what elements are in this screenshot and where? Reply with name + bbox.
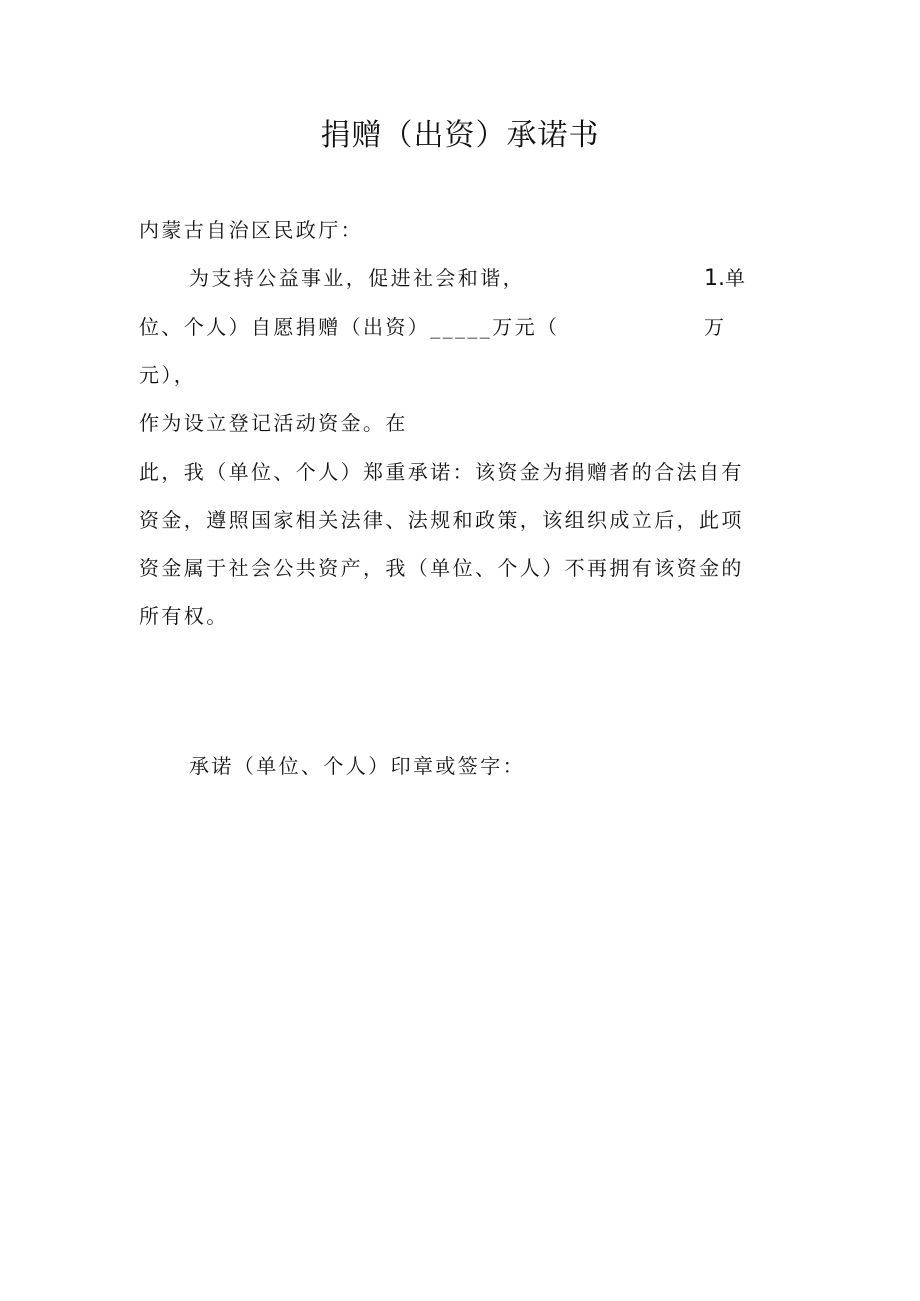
paragraph-line-5: 此，我（单位、个人）郑重承诺：该资金为捐赠者的合法自有	[139, 460, 744, 484]
paragraph-line-4: 作为设立登记活动资金。在	[139, 411, 408, 435]
paragraph-line-7: 资金属于社会公共资产，我（单位、个人）不再拥有该资金的	[139, 556, 744, 580]
salutation: 内蒙古自治区民政厅：	[139, 218, 363, 242]
paragraph-line-1-right-text: 单	[725, 266, 748, 290]
paragraph-line-8: 所有权。	[139, 604, 229, 628]
paragraph-line-1-right	[704, 263, 747, 294]
document-title: 捐赠（出资）承诺书	[320, 118, 600, 153]
list-number: 1.	[704, 266, 725, 291]
paragraph-line-3: 元），	[139, 363, 197, 387]
paragraph-line-1-left: 为支持公益事业，促进社会和谐，	[189, 266, 525, 290]
signature-label: 承诺（单位、个人）印章或签字：	[189, 754, 525, 778]
paragraph-line-2-right: 万	[704, 315, 727, 339]
paragraph-line-2-left: 位、个人）自愿捐赠（出资）_____万元（	[139, 315, 560, 339]
paragraph-line-6: 资金，遵照国家相关法律、法规和政策，该组织成立后，此项	[139, 508, 744, 532]
